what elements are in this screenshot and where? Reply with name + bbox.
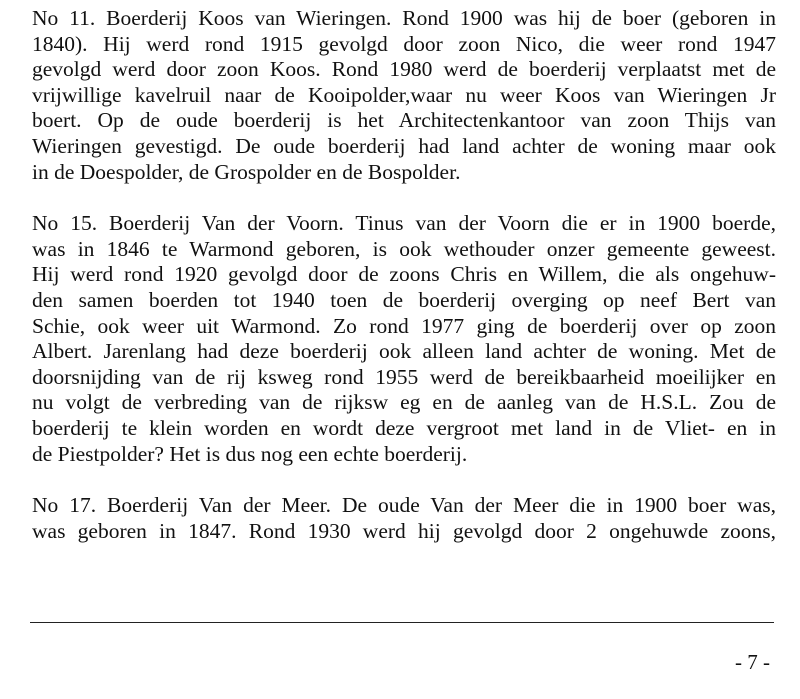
text-line: gevolgd werd door zoon Koos. Rond 1980 werd de boerderij verplaatst met de xyxy=(32,57,776,82)
page-number: - 7 - xyxy=(735,650,770,674)
text-line: boerderij te klein worden en wordt deze vergroot met land in de Vliet- en in xyxy=(32,415,776,440)
text-line: No 11. Boerderij Koos van Wieringen. Rond 1900 was hij de boer (geboren in xyxy=(32,6,776,30)
paragraph-no-15 xyxy=(32,211,776,467)
paragraph-gap xyxy=(32,467,776,493)
text-line: nu volgt de verbreding van de rijksw eg en de aanleg van de H.S.L. Zou de xyxy=(32,390,776,415)
text-line: was geboren in 1847. Rond 1930 werd hij gevolgd door 2 ongehuwde zoons, xyxy=(32,518,776,543)
text-line: Schie, ook weer uit Warmond. Zo rond 1977 ging de boerderij over op zoon xyxy=(32,313,776,338)
text-line: 1840). Hij werd rond 1915 gevolgd door zoon Nico, die weer rond 1947 xyxy=(32,31,776,56)
footer-rule xyxy=(30,622,774,623)
text-line: de Piestpolder? Het is dus nog een echte boerderij. xyxy=(32,441,468,466)
document-page xyxy=(32,6,776,544)
text-line: vrijwillige kavelruil naar de Kooipolder,waar nu weer Koos van Wieringen Jr xyxy=(32,82,776,107)
paragraph-no-17 xyxy=(32,493,776,544)
text-line: was in 1846 te Warmond geboren, is ook wethouder onzer gemeente geweest. xyxy=(32,236,776,261)
paragraph-no-11 xyxy=(32,6,776,185)
text-line: Albert. Jarenlang had deze boerderij ook alleen land achter de woning. Met de xyxy=(32,339,776,364)
paragraph-gap xyxy=(32,185,776,211)
text-line: Wieringen gevestigd. De oude boerderij had land achter de woning maar ook xyxy=(32,133,776,158)
text-line: in de Doespolder, de Grospolder en de Bospolder. xyxy=(32,159,461,184)
text-line: boert. Op de oude boerderij is het Architectenkantoor van zoon Thijs van xyxy=(32,108,776,133)
text-line: No 17. Boerderij Van der Meer. De oude Van der Meer die in 1900 boer was, xyxy=(32,493,776,518)
text-line: doorsnijding van de rij ksweg rond 1955 werd de bereikbaarheid moeilijker en xyxy=(32,364,776,389)
text-line: No 15. Boerderij Van der Voorn. Tinus van der Voorn die er in 1900 boerde, xyxy=(32,211,776,236)
text-line: Hij werd rond 1920 gevolgd door de zoons Chris en Willem, die als ongehuw- xyxy=(32,262,776,287)
text-line: den samen boerden tot 1940 toen de boerderij overging op neef Bert van xyxy=(32,287,776,312)
